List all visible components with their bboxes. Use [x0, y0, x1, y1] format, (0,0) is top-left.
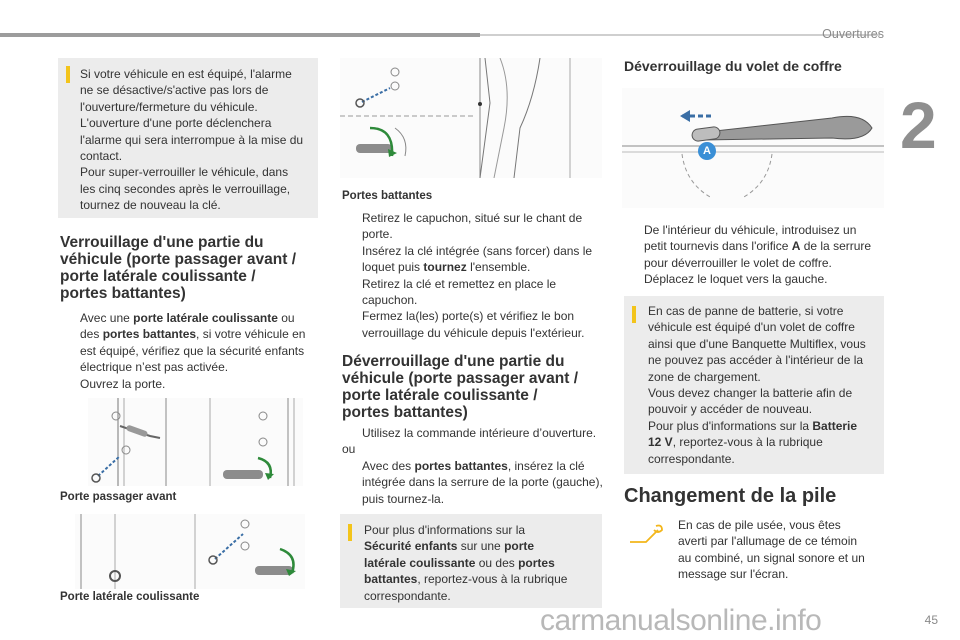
illustration-portes-battantes: [340, 58, 602, 178]
text: ou: [277, 311, 295, 325]
caption-portes-battantes: Portes battantes: [342, 190, 433, 202]
bullet-item: [342, 308, 604, 341]
bullet-item: [624, 271, 882, 287]
door-key-illustration: [88, 398, 303, 486]
text: , reportez-vous à la rubrique: [417, 572, 568, 587]
text: Retirez le capuchon, situé sur le chant de porte.: [362, 211, 583, 242]
heading-deverrouillage: Déverrouillage d'une partie du véhicule (porte passager avant / porte latérale coulissante / portes battantes): [342, 353, 579, 421]
portes-battantes-steps: [342, 210, 604, 341]
info-marker-icon: [348, 524, 352, 541]
volet-coffre-steps: [624, 222, 882, 288]
text: Utilisez la commande intérieure d’ouverture.: [362, 426, 597, 440]
top-rule-dark: [0, 33, 480, 37]
bold-text: Batterie 12 V: [648, 418, 858, 450]
wrench-warning-icon: [628, 522, 664, 546]
text: Avec des: [362, 458, 415, 473]
rear-door-key-illustration: [340, 58, 602, 178]
text: l'ensemble.: [466, 260, 531, 275]
or-text: ou: [342, 442, 356, 457]
text: de la serrure pour déverrouiller le volet de coffre.: [644, 239, 872, 270]
text: , reportez-vous à la rubrique correspondante.: [648, 435, 823, 466]
text: des: [80, 327, 103, 342]
text: Avec une: [80, 311, 134, 325]
label-a-badge: A: [698, 142, 716, 160]
bullet-item: [60, 376, 320, 392]
bold-text: porte latérale coulissante: [133, 311, 278, 325]
chapter-number: 2: [900, 88, 937, 162]
text: Ouvrez la porte.: [80, 376, 166, 391]
illustration-porte-laterale-coulissante: [75, 514, 305, 589]
text: De l'intérieur du véhicule, introduisez un petit tournevis dans l'orifice: [644, 223, 857, 254]
bold-text: portes: [518, 555, 555, 570]
bullet-item: [342, 458, 604, 507]
bold-text: battantes: [364, 572, 418, 587]
wrench-icon: [628, 522, 664, 546]
text: En cas de panne de batterie, si votre véhicule est équipé d'un volet de coffre ainsi que d'une Banquette Multiflex, vous ne pouvez pas accéder à l'intérieur de la zone de chargement. Vous devez changer la batterie afin de pouvoir y accéder de nouveau. Pour plus d'informations sur la: [648, 304, 866, 433]
batterie-note-text: [648, 303, 878, 467]
sliding-door-key-illustration: [75, 514, 305, 589]
bullet-item: [342, 210, 604, 243]
bullet-item: [624, 222, 882, 271]
heading-changement-pile: Changement de la pile: [624, 485, 837, 507]
bold-text: A: [791, 239, 801, 254]
text: correspondante.: [364, 588, 451, 603]
illustration-porte-passager-avant: [88, 398, 303, 486]
alarm-note-text: Si votre véhicule en est équipé, l'alarme ne se désactive/s'active pas lors de l'ouverture/fermeture du véhicule. L'ouverture d'une porte déclenchera l'alarme qui sera interrompue à la mise du contact. Pour super-verrouiller le véhicule, dans les cinq secondes après le verrouillage, tournez de nouveau la clé.: [80, 67, 304, 213]
text: est équipé, vérifiez que la sécurité enfants: [80, 343, 305, 358]
bold-text: portes battantes: [102, 327, 197, 342]
bullet-item: [60, 310, 320, 376]
text: Pour plus d'informations sur la: [364, 523, 526, 537]
info-marker-icon: [632, 306, 636, 323]
pile-text: En cas de pile usée, vous êtes averti par l'allumage de ce témoin au combiné, un signal sonore et un message sur l'écran.: [678, 518, 865, 582]
bold-text: portes battantes: [414, 458, 508, 473]
heading-volet-coffre: Déverrouillage du volet de coffre: [624, 58, 842, 74]
info-marker-icon: [66, 66, 70, 83]
illustration-volet-coffre: [622, 88, 884, 208]
batterie-note-box: [624, 296, 884, 474]
text: sur une: [457, 539, 505, 554]
bold-text: Sécurité enfants: [364, 539, 458, 554]
securite-enfants-note-text: [364, 522, 596, 604]
caption-porte-passager-avant: Porte passager avant: [60, 491, 177, 503]
text: , insérez la clé intégrée dans la serrure de la porte (gauche), puis tournez-la.: [362, 458, 603, 506]
bold-text: latérale coulissante: [364, 555, 476, 570]
section-title: Ouvertures: [822, 27, 884, 41]
text: Retirez la clé et remettez en place le capuchon.: [362, 276, 557, 308]
bold-text: porte: [504, 539, 535, 554]
tailgate-screwdriver-illustration: [622, 88, 884, 208]
text: Déplacez le loquet vers la gauche.: [644, 272, 828, 287]
securite-enfants-note-box: [340, 514, 602, 608]
text: ou des: [475, 555, 519, 570]
watermark-logo: carmanualsonline.info: [540, 604, 822, 637]
caption-porte-laterale-coulissante: Porte latérale coulissante: [60, 591, 200, 603]
deverrouillage-steps: [342, 425, 604, 507]
text: Insérez la clé intégrée (sans forcer) dans le loquet puis: [362, 243, 593, 275]
bullet-item: [342, 276, 604, 309]
page-number: 45: [924, 613, 938, 627]
verrouillage-bullets: [60, 310, 320, 392]
heading-verrouillage: Verrouillage d'une partie du véhicule (porte passager avant / porte latérale coulissante / portes battantes): [60, 234, 297, 302]
text: , si votre véhicule en: [196, 327, 306, 342]
bullet-item: [342, 425, 604, 441]
top-rule-light: [480, 34, 880, 36]
text: électrique n’est pas activée.: [80, 360, 229, 375]
text: Fermez la(les) porte(s) et vérifiez le bon verrouillage du véhicule depuis l'extérieur.: [362, 309, 585, 340]
bullet-item: [342, 243, 604, 276]
alarm-note-box: [58, 58, 318, 218]
bold-text: tournez: [423, 260, 467, 275]
